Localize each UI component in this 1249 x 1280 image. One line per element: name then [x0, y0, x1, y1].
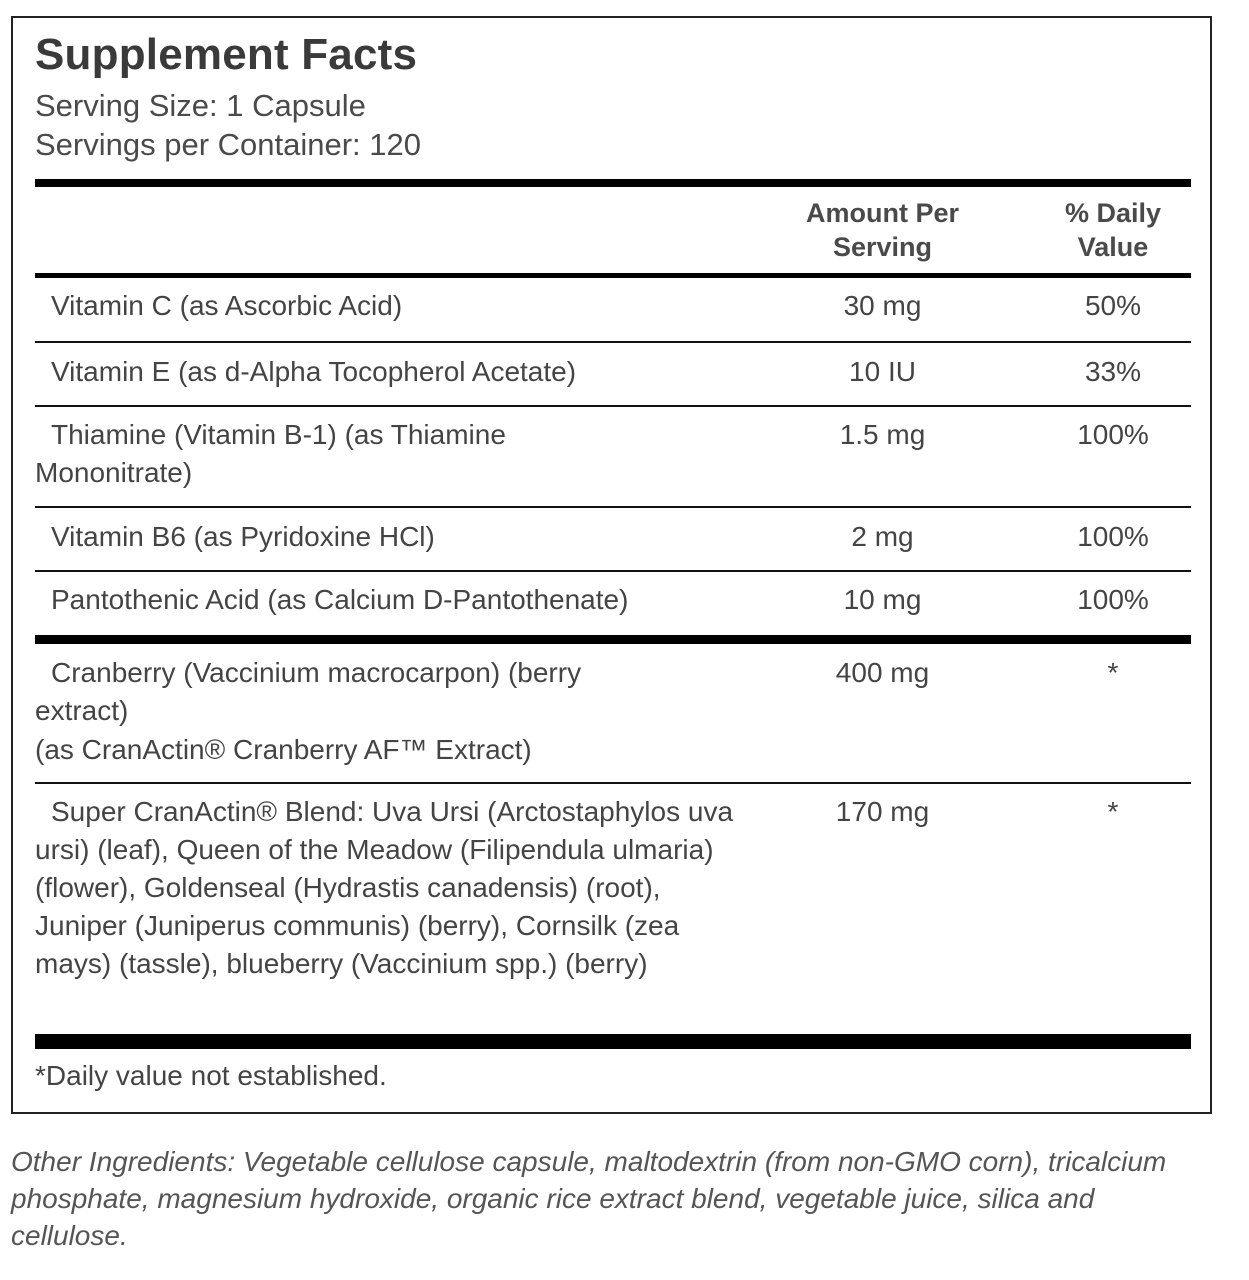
header-divider: [35, 273, 1191, 278]
row-amount: 1.5 mg: [839, 419, 926, 450]
footnote: *Daily value not established.: [35, 1060, 387, 1091]
row-dv: 100%: [1077, 419, 1149, 450]
row-name: Vitamin C (as Ascorbic Acid): [51, 290, 403, 321]
row-divider: [35, 570, 1191, 572]
row-amount: 10 mg: [843, 584, 922, 615]
row-name: Vitamin B6 (as Pyridoxine HCl): [51, 521, 435, 552]
panel-title: Supplement Facts: [35, 30, 418, 79]
row-divider: [35, 782, 1191, 784]
row-name: Pantothenic Acid (as Calcium D-Pantothenate): [51, 584, 629, 615]
row-divider: [35, 405, 1191, 407]
other-ingredients: Other Ingredients: Vegetable cellulose capsule, maltodextrin (from non-GMO corn), tricalcium phosphate, magnesium hydroxide, organic rice extract blend, vegetable juice, silica and cellulose.: [11, 1146, 1167, 1251]
row-name-line2: (as CranActin® Cranberry AF™ Extract): [35, 734, 532, 765]
servings-per-container: Servings per Container: 120: [35, 127, 422, 162]
row-amount: 400 mg: [835, 657, 930, 688]
row-divider: [35, 506, 1191, 508]
row-name: Super CranActin® Blend: Uva Ursi (Arctostaphylos uva ursi) (leaf), Queen of the Meadow (Filipendula ulmaria) (flower), Goldenseal (Hydrastis canadensis) (root), Juniper (Juniperus communis) (berry), Cornsilk (zea mays) (tassle), blueberry (Vaccinium spp.) (berry): [35, 796, 734, 979]
row-dv: 100%: [1077, 584, 1149, 615]
serving-size: Serving Size: 1 Capsule: [35, 88, 366, 123]
row-name: Vitamin E (as d-Alpha Tocopherol Acetate): [51, 356, 577, 387]
row-amount: 2 mg: [851, 521, 914, 552]
row-dv: 100%: [1077, 521, 1149, 552]
row-amount: 170 mg: [835, 796, 930, 827]
header-daily-value: % Daily Value: [1064, 198, 1162, 262]
row-dv: *: [1107, 796, 1119, 827]
thick-divider: [35, 635, 1191, 644]
thick-divider: [35, 179, 1191, 187]
row-name: Cranberry (Vaccinium macrocarpon) (berry extract): [35, 657, 582, 726]
thick-divider: [35, 1034, 1191, 1049]
header-amount: Amount Per Serving: [805, 198, 959, 262]
row-dv: 50%: [1084, 290, 1142, 321]
row-name: Thiamine (Vitamin B-1) (as Thiamine Mononitrate): [35, 419, 506, 488]
row-divider: [35, 341, 1191, 343]
row-dv: 33%: [1084, 356, 1142, 387]
row-amount: 30 mg: [843, 290, 922, 321]
row-dv: *: [1107, 657, 1119, 688]
row-amount: 10 IU: [849, 356, 916, 387]
